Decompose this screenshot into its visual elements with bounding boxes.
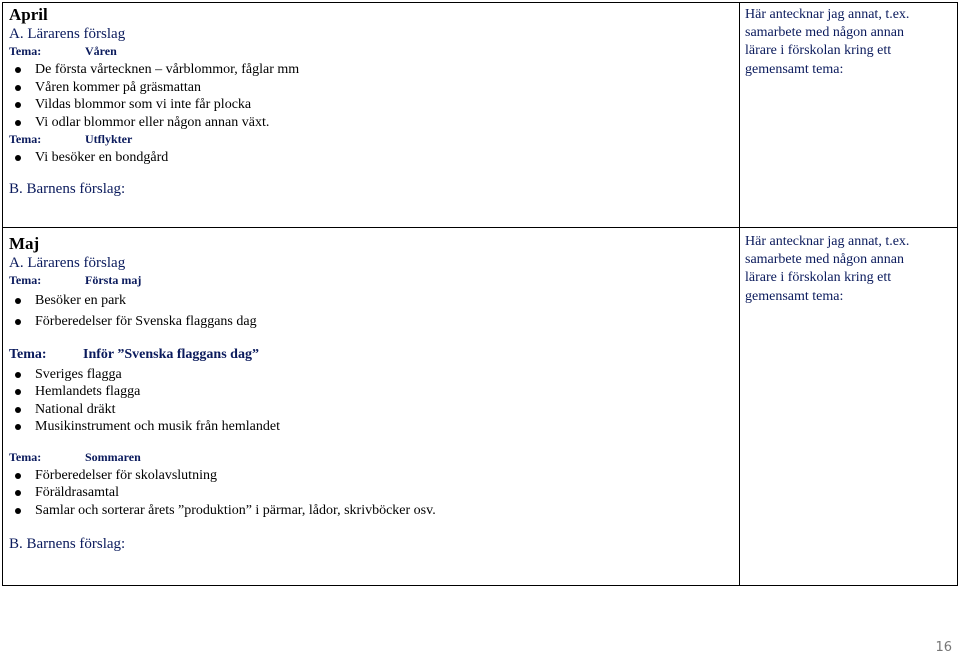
maj-theme-1 bbox=[9, 273, 729, 288]
april-theme-2-list bbox=[9, 149, 729, 167]
note-line: samarbete med någon annan bbox=[745, 25, 904, 41]
list-item: National dräkt bbox=[35, 401, 729, 419]
list-item: Våren kommer på gräsmattan bbox=[35, 79, 729, 97]
list-item: Besöker en park bbox=[35, 292, 729, 310]
theme-label: Tema: bbox=[9, 449, 42, 464]
theme-label: Tema: bbox=[9, 347, 47, 363]
list-item: Vi odlar blommor eller någon annan växt. bbox=[35, 114, 729, 132]
maj-children-heading: B. Barnens förslag: bbox=[9, 536, 126, 552]
note-line: samarbete med någon annan bbox=[745, 252, 904, 268]
maj-theme-3 bbox=[9, 450, 729, 465]
note-line: gemensamt tema: bbox=[745, 288, 844, 304]
april-title: April bbox=[9, 5, 48, 24]
theme-label: Tema: bbox=[9, 132, 42, 147]
list-item: Sveriges flagga bbox=[35, 366, 729, 384]
list-item: Förberedelser för Svenska flaggans dag bbox=[35, 313, 729, 331]
maj-theme-3-list bbox=[9, 467, 729, 520]
page-number: 16 bbox=[935, 639, 952, 655]
list-item: Hemlandets flagga bbox=[35, 383, 729, 401]
list-item: Förberedelser för skolavslutning bbox=[35, 467, 729, 485]
maj-theme-2-list bbox=[9, 366, 729, 436]
list-item: Vi besöker en bondgård bbox=[35, 149, 729, 167]
theme-name: Första maj bbox=[85, 273, 142, 288]
list-item: De första vårtecknen – vårblommor, fåglar mm bbox=[35, 61, 729, 79]
theme-label: Tema: bbox=[9, 273, 42, 288]
maj-note bbox=[745, 233, 955, 306]
theme-name: Våren bbox=[85, 44, 117, 59]
list-item: Samlar och sorterar årets ”produktion” i pärmar, lådor, skrivböcker osv. bbox=[35, 502, 729, 520]
maj-right-cell bbox=[739, 227, 958, 586]
april-theme-2 bbox=[9, 132, 729, 147]
note-line: Här antecknar jag annat, t.ex. bbox=[745, 234, 910, 249]
list-item: Vildas blommor som vi inte får plocka bbox=[35, 96, 729, 114]
note-line: lärare i förskolan kring ett bbox=[745, 270, 892, 286]
note-line: Här antecknar jag annat, t.ex. bbox=[745, 7, 910, 22]
theme-name: Inför ”Svenska flaggans dag” bbox=[83, 347, 259, 363]
theme-name: Utflykter bbox=[85, 132, 133, 147]
april-children-heading: B. Barnens förslag: bbox=[9, 181, 126, 197]
maj-theme-1-list bbox=[9, 292, 729, 330]
maj-title: Maj bbox=[9, 234, 40, 253]
note-line: lärare i förskolan kring ett bbox=[745, 43, 892, 59]
april-theme-1-list bbox=[9, 61, 729, 131]
theme-label: Tema: bbox=[9, 44, 42, 59]
note-line: gemensamt tema: bbox=[745, 61, 844, 77]
april-note bbox=[745, 6, 955, 79]
maj-left-cell bbox=[2, 227, 740, 586]
list-item: Musikinstrument och musik från hemlandet bbox=[35, 418, 729, 436]
theme-name: Sommaren bbox=[85, 449, 141, 464]
april-right-cell bbox=[739, 2, 958, 228]
list-item: Föräldrasamtal bbox=[35, 484, 729, 502]
maj-teacher-heading: A. Lärarens förslag bbox=[9, 254, 126, 271]
april-teacher-heading: A. Lärarens förslag bbox=[9, 25, 126, 42]
april-left-cell bbox=[2, 2, 740, 228]
maj-theme-2 bbox=[9, 346, 729, 364]
april-theme-1 bbox=[9, 44, 729, 59]
